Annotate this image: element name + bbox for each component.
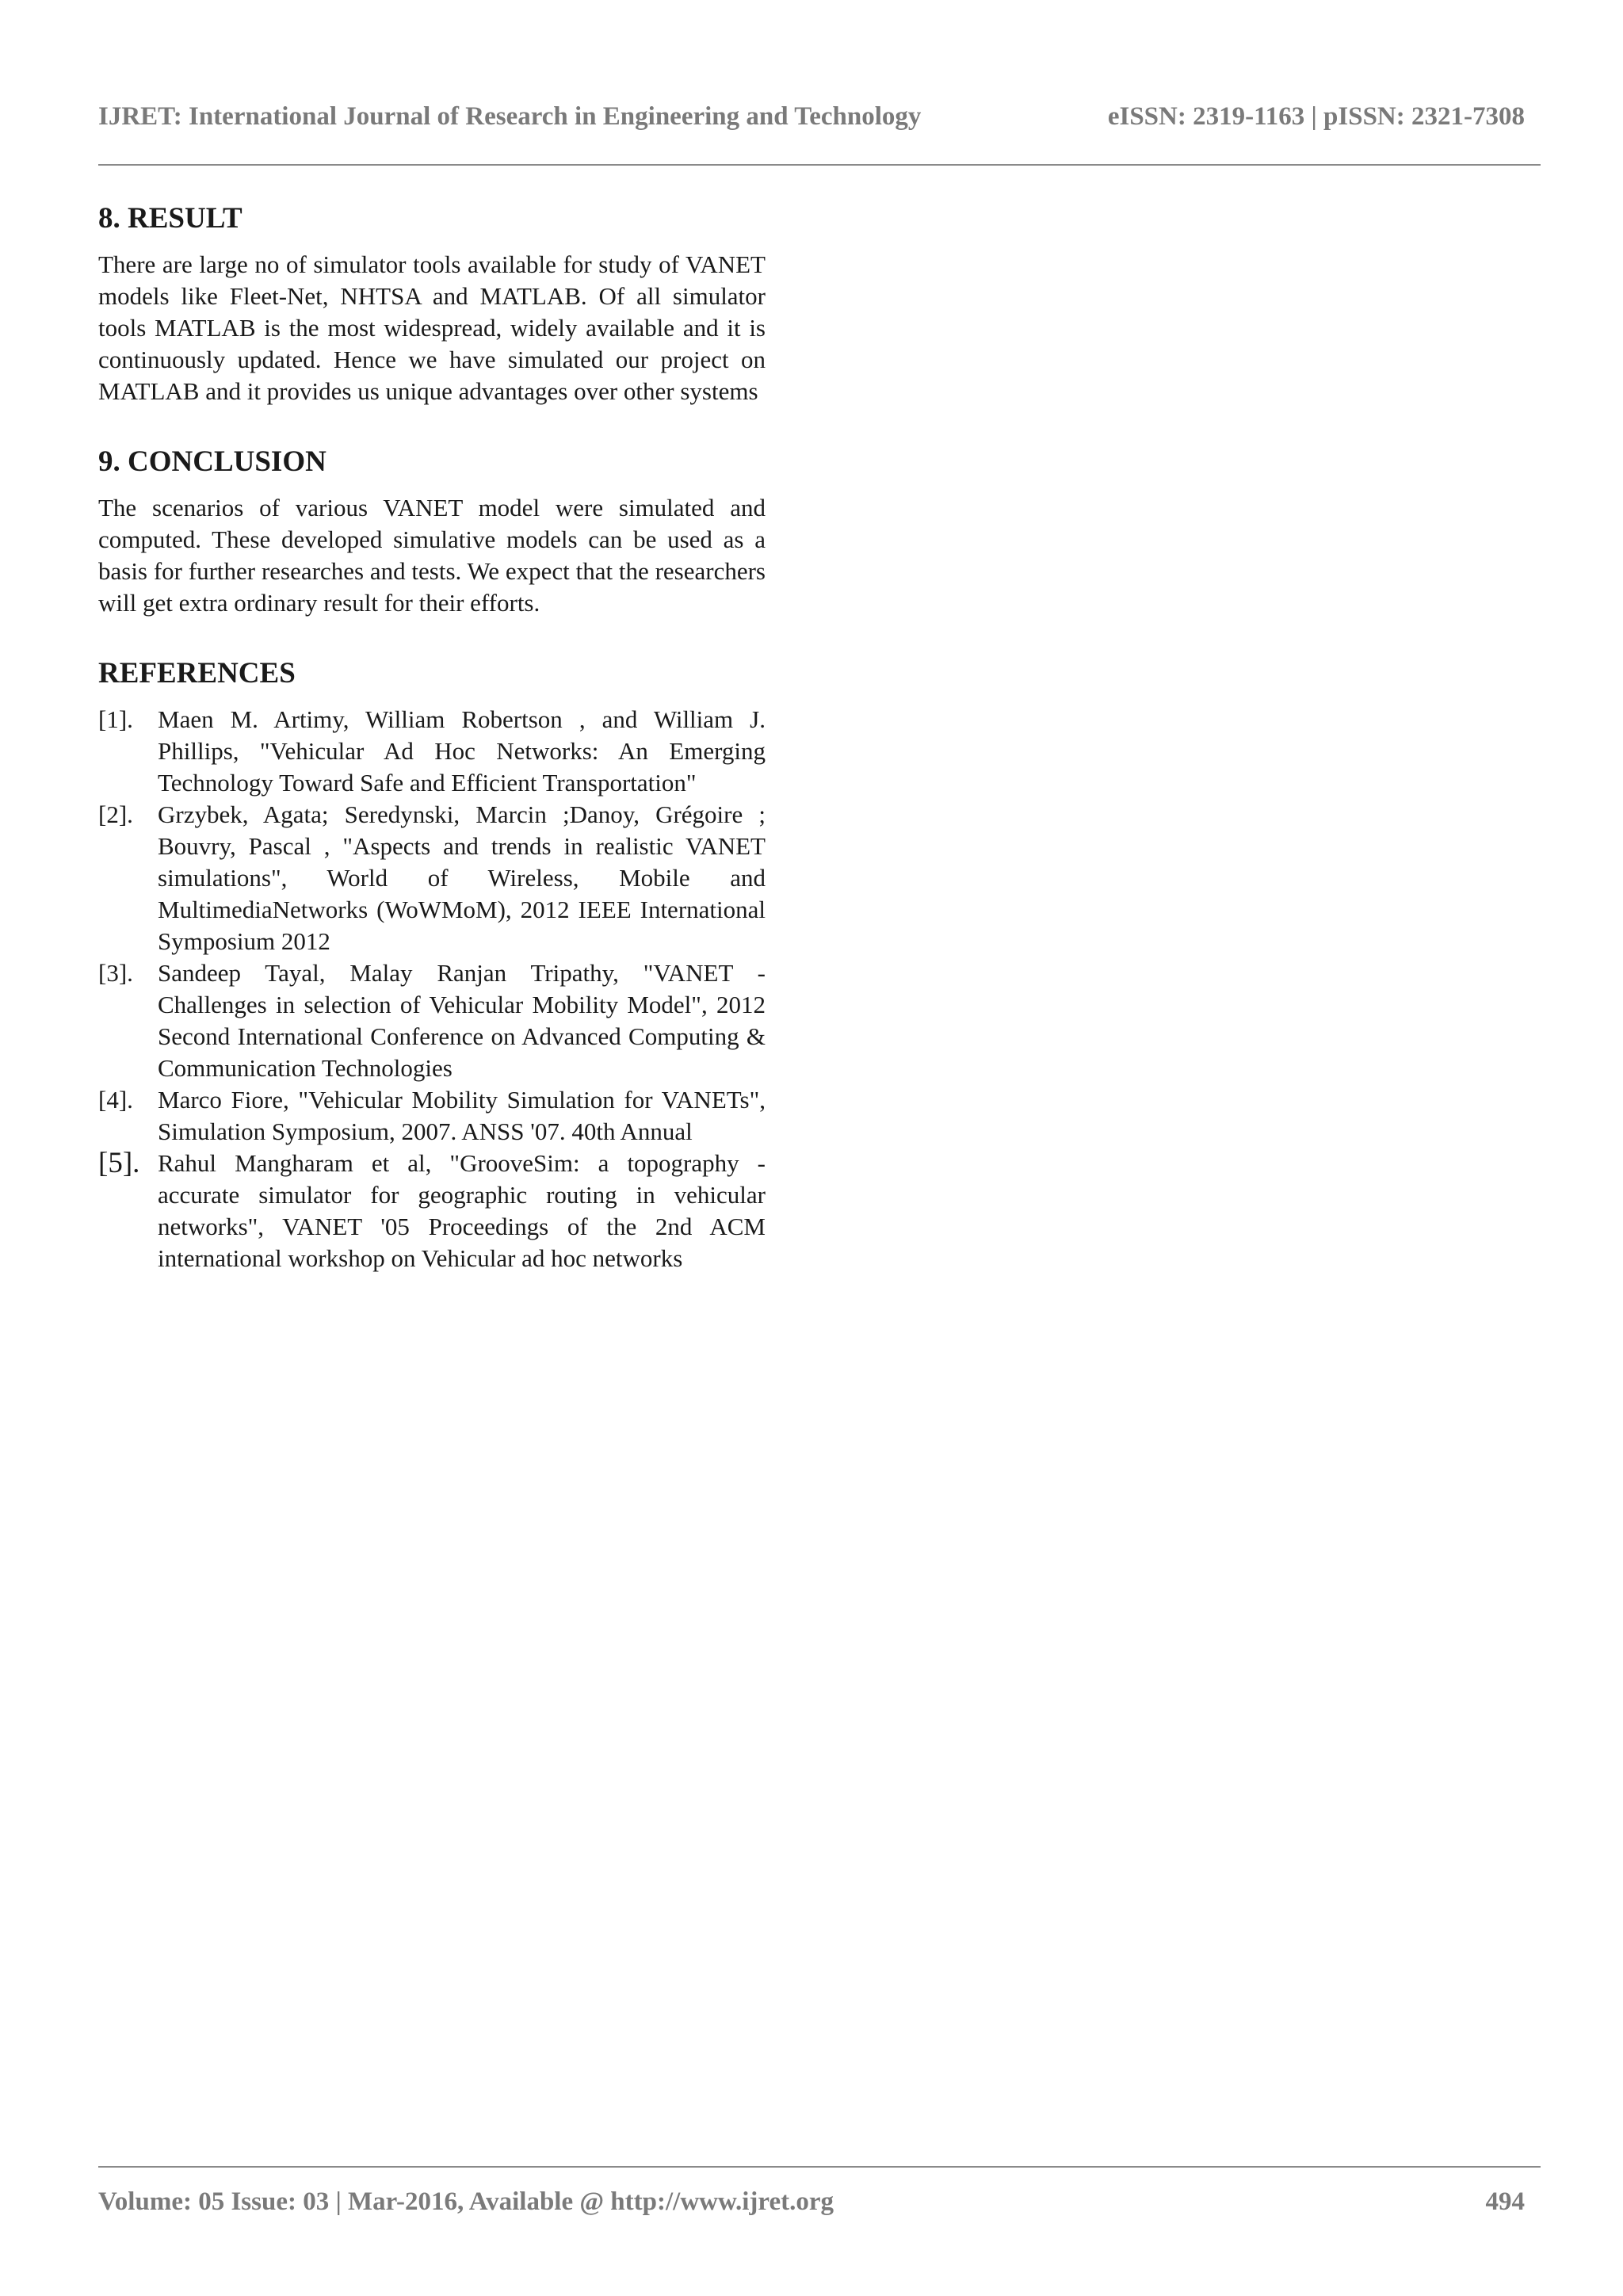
reference-text: Grzybek, Agata; Seredynski, Marcin ;Danoy, Grégoire ; Bouvry, Pascal , "Aspects and trends in realistic VANET simulations", World of Wireless, Mobile and MultimediaNetworks (WoWMoM), 2012 IEEE International Symposium 2012: [158, 800, 766, 955]
conclusion-heading: 9. CONCLUSION: [98, 445, 327, 478]
conclusion-section: [98, 443, 766, 619]
reference-item: [98, 1148, 766, 1274]
reference-number: [3].: [98, 959, 133, 987]
page-footer: [98, 2182, 1525, 2222]
reference-text: Sandeep Tayal, Malay Ranjan Tripathy, "VANET - Challenges in selection of Vehicular Mobility Model", 2012 Second International Conference on Advanced Computing & Communication Technologies: [158, 959, 766, 1082]
reference-text: Rahul Mangharam et al, "GrooveSim: a topography - accurate simulator for geographic routing in vehicular networks", VANET '05 Proceedings of the 2nd ACM international workshop on Vehicular ad hoc networks: [158, 1149, 766, 1272]
reference-item: [98, 957, 766, 1084]
issn-info: eISSN: 2319-1163 | pISSN: 2321-7308: [1107, 101, 1525, 131]
references-heading: REFERENCES: [98, 657, 296, 690]
references-section: [98, 655, 766, 1274]
references-list: [98, 704, 766, 1274]
conclusion-paragraph: The scenarios of various VANET model were simulated and computed. These developed simulative models can be used as a basis for further researches and tests. We expect that the researchers will get extra ordinary result for their efforts.: [98, 494, 766, 617]
reference-item: [98, 799, 766, 957]
reference-text: Marco Fiore, "Vehicular Mobility Simulation for VANETs", Simulation Symposium, 2007. ANSS '07. 40th Annual: [158, 1086, 766, 1145]
reference-number: [4].: [98, 1086, 133, 1114]
reference-number: [2].: [98, 800, 133, 828]
header-divider: [98, 164, 1541, 166]
reference-item: [98, 1084, 766, 1148]
result-section: [98, 200, 766, 407]
result-heading: 8. RESULT: [98, 202, 242, 235]
journal-title: IJRET: International Journal of Research in Engineering and Technology: [98, 101, 922, 131]
reference-number: [1].: [98, 705, 133, 733]
main-column: [98, 200, 766, 1274]
footer-divider: [98, 2166, 1541, 2168]
result-paragraph: There are large no of simulator tools available for study of VANET models like Fleet-Net, NHTSA and MATLAB. Of all simulator tools MATLAB is the most widespread, widely available and it is continuously updated. Hence we have simulated our project on MATLAB and it provides us unique advantages over other systems: [98, 250, 766, 405]
page-number: 494: [1485, 2187, 1525, 2216]
volume-info: Volume: 05 Issue: 03 | Mar-2016, Available @ http://www.ijret.org: [98, 2187, 834, 2216]
reference-item: [98, 704, 766, 799]
reference-number: [5].: [98, 1147, 140, 1179]
page-header: [98, 97, 1525, 136]
reference-text: Maen M. Artimy, William Robertson , and William J. Phillips, "Vehicular Ad Hoc Networks: An Emerging Technology Toward Safe and Efficient Transportation": [158, 705, 766, 797]
